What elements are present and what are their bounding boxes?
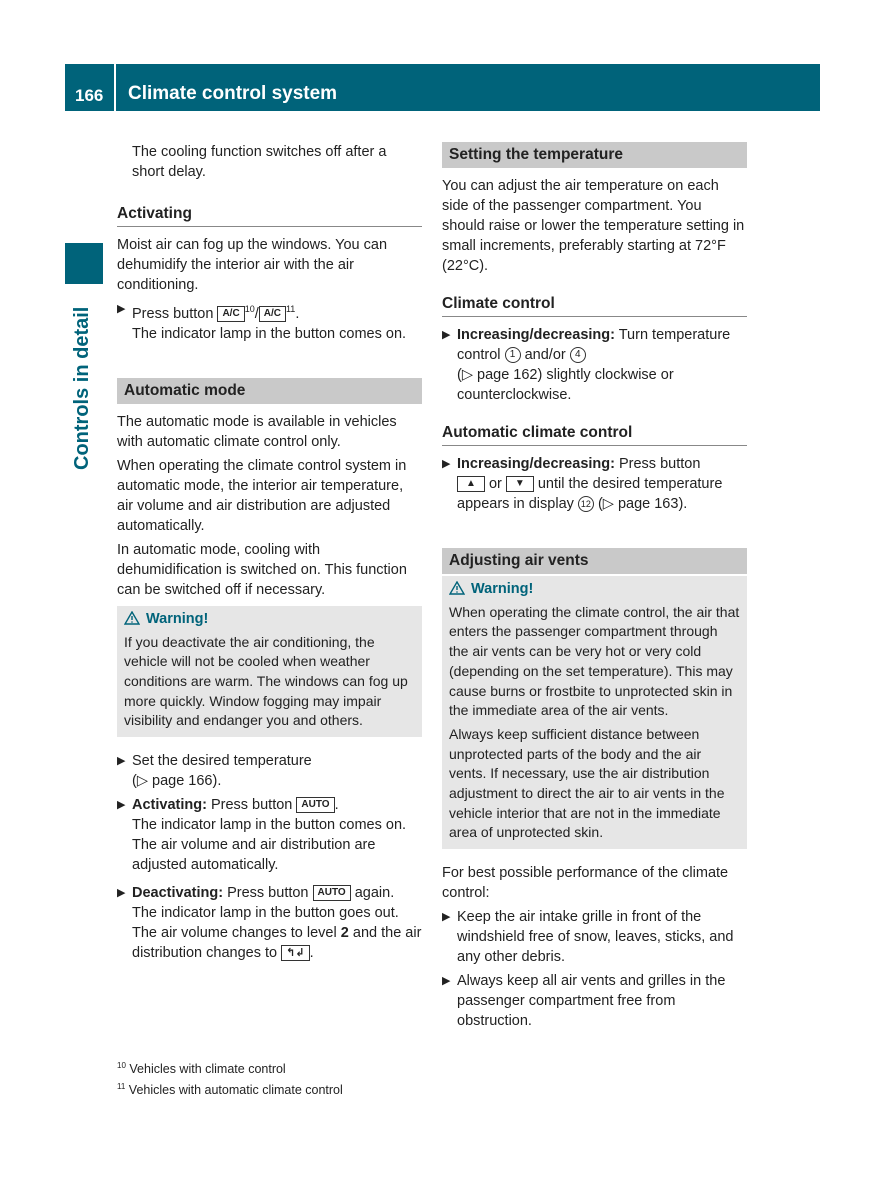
automatic-p1: The automatic mode is available in vehicles with automatic climate control only. [117, 413, 397, 450]
warning-text: If you deactivate the air conditioning, the vehicle will not be cooled when weather conditions are warm. The windows can fog up more quickly. Window fogging may impair visibility and endanger you and others. [124, 633, 408, 729]
climate-control-step: ▶ Increasing/decreasing: Turn temperature control 1 and/or 4 (▷ page 162) slightly clockwise or counterclockwise. [442, 327, 731, 403]
step-arrow-icon: ▶ [117, 887, 126, 900]
air-vents-step-1: ▶ Keep the air intake grille in front of the windshield free of snow, leaves, sticks, and any other debris. [442, 909, 734, 966]
deactivating-auto-step: ▶ Deactivating: Press button AUTO again. The indicator lamp in the button goes out. The air volume changes to level 2 and the air distribution changes to ↰↲ . [117, 885, 422, 962]
activating-heading: Activating [117, 204, 422, 227]
activating-text: Moist air can fog up the windows. You can dehumidify the interior air with the air conditioning. [117, 237, 388, 293]
callout-12: 12 [578, 496, 594, 512]
step-arrow-icon: ▶ [117, 799, 126, 812]
step-arrow-icon: ▶ [442, 911, 451, 924]
automatic-p3: In automatic mode, cooling with dehumidification is switched on. This function can be switched off if necessary. [117, 541, 407, 598]
header-divider [114, 64, 116, 111]
auto-button-key: AUTO [313, 885, 351, 901]
callout-1: 1 [505, 347, 521, 363]
auto-climate-heading: Automatic climate control [442, 423, 747, 446]
ac-button-key-2: A/C [259, 306, 286, 322]
step-arrow-icon: ▶ [442, 329, 451, 341]
warning-box [117, 606, 422, 737]
page-title: Climate control system [128, 83, 338, 104]
footnote: $^{10}$ Vehicles with climate control [117, 1061, 286, 1077]
climate-control-heading: Climate control [442, 294, 747, 317]
step-arrow-icon: ▶ [442, 458, 451, 470]
activating-auto-step: ▶ Activating: Press button AUTO . The indicator lamp in the button comes on. The air volume and air distribution are adjusted automatically. [117, 797, 407, 874]
temp-up-key: ▲ [457, 476, 485, 492]
intro-text: The cooling function switches off after a short delay. [132, 144, 387, 180]
automatic-mode-heading: Automatic mode [117, 378, 422, 404]
air-distribution-icon: ↰↲ [281, 945, 309, 961]
page-number: 166 [75, 86, 104, 105]
warning-title: Warning! [449, 580, 740, 600]
step-arrow-icon: ▶ [117, 755, 126, 768]
temp-down-key: ▼ [506, 476, 534, 492]
callout-4: 4 [570, 347, 586, 363]
warning-triangle-icon [124, 611, 140, 625]
air-vents-heading: Adjusting air vents [442, 548, 747, 574]
footnotes [117, 1057, 343, 1099]
auto-button-key: AUTO [296, 797, 334, 813]
setting-temp-text: You can adjust the air temperature on each side of the passenger compartment. You should raise or lower the temperature setting in small increments, preferably starting at 72°F (22°C). [442, 178, 745, 274]
set-temp-step: ▶ Set the desired temperature (▷ page 166). [117, 753, 312, 790]
air-vents-intro: For best possible performance of the climate control: [442, 865, 729, 902]
automatic-p2: When operating the climate control system in automatic mode, the interior air temperature, air volume and air distribution are adjusted automatically. [117, 457, 407, 534]
step-arrow-icon: ▶ [117, 303, 126, 315]
ac-button-key: A/C [217, 306, 244, 322]
setting-temp-heading: Setting the temperature [442, 142, 747, 168]
footnote: $^{11}$ Vehicles with automatic climate control [117, 1082, 343, 1098]
auto-climate-step: ▶ Increasing/decreasing: Press button ▲ or ▼ until the desired temperature appears in display 12 (▷ page 163). [442, 456, 723, 512]
warning-title: Warning! [124, 610, 415, 630]
air-vents-warning-box [442, 576, 747, 849]
air-vents-warning-2: Always keep sufficient distance between unprotected parts of the body and the air vents. If necessary, use the air distribution adjustment to direct the air to air vents in the vehicle interior that are not in the immediate area of unprotected skin. [449, 725, 725, 841]
step-arrow-icon: ▶ [442, 975, 451, 988]
left-column [117, 140, 422, 967]
activating-step: ▶ Press button A/C $^{10}$/ A/C $^{11}$. The indicator lamp in the button comes on. [117, 299, 422, 344]
side-tab-label: Controls in detail [71, 306, 93, 470]
page-header [65, 64, 820, 111]
right-column [442, 140, 747, 1035]
warning-triangle-icon [449, 581, 465, 595]
air-vents-warning-1: When operating the climate control, the air that enters the passenger compartment through the air vents can be very hot or very cold (depending on the set temperature). This may cause burns or frostbite to unprotected skin in the immediate area of the air vents. [449, 603, 740, 719]
air-vents-step-2: ▶ Always keep all air vents and grilles in the passenger compartment free from obstruction. [442, 973, 726, 1030]
